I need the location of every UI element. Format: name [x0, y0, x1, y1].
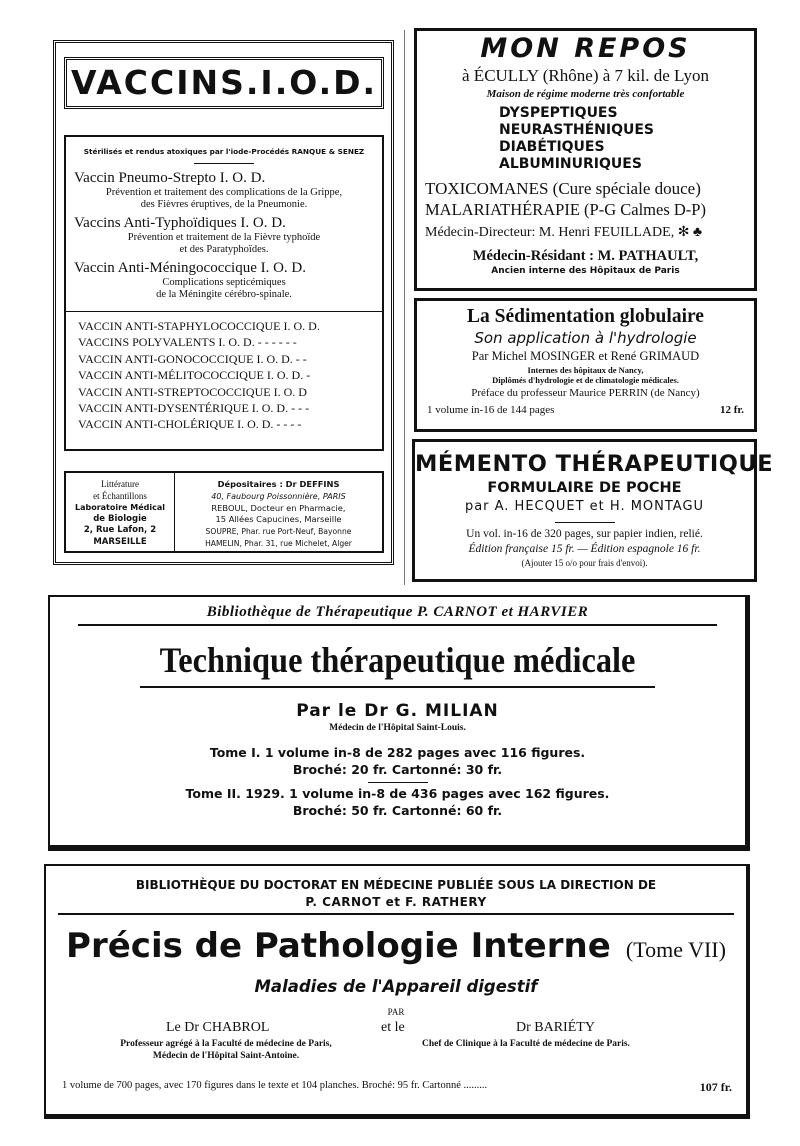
- vaccins-item-name: Vaccin Pneumo-Strepto I. O. D.: [74, 170, 266, 186]
- mon-repos-conditions: DYSPEPTIQUES NEURASTHÉNIQUES DIABÉTIQUES ALBUMINURIQUES: [499, 105, 655, 172]
- vaccins-list-item: VACCINS POLYVALENTS I. O. D. - - - - - -: [78, 335, 297, 350]
- sedimentation-ad: La Sédimentation globulaire Son application à l'hydrologie Par Michel MOSINGER et René GRIMAUD Internes des hôpitaux de Nancy, Diplômés d'hydrologie et de climatologie médicales. Préface du professeur Maurice PERRIN (de Nancy) 1 volume in-16 de 144 pages 12 fr.: [414, 298, 757, 432]
- column-divider: [404, 30, 405, 585]
- precis-tome: (Tome VII): [625, 937, 726, 962]
- vaccins-list: [66, 318, 382, 433]
- technique-title: Technique thérapeutique médicale: [159, 640, 636, 680]
- precis-price: 107 fr.: [699, 1080, 732, 1094]
- vaccins-item-name: Vaccin Anti-Méningococcique I. O. D.: [74, 260, 307, 276]
- precis-etle: et le: [381, 1020, 405, 1035]
- vaccins-list-item: VACCIN ANTI-GONOCOCCIQUE I. O. D. - -: [78, 351, 307, 366]
- sedimentation-authors: Par Michel MOSINGER et René GRIMAUD: [471, 349, 700, 363]
- vaccins-list-item: VACCIN ANTI-STAPHYLOCOCCIQUE I. O. D.: [78, 319, 320, 333]
- vaccins-title: VACCINS.I.O.D.: [70, 63, 378, 102]
- vaccins-litterature: Littérature et Échantillons Laboratoire Médical de Biologie 2, Rue Lafon, 2 MARSEILLE: [66, 473, 175, 551]
- mon-repos-ad: [414, 28, 757, 291]
- memento-ad: [412, 439, 774, 582]
- mon-repos-location: à ÉCULLY (Rhône) à 7 kil. de Lyon: [462, 66, 709, 85]
- technique-affiliation: Médecin de l'Hôpital Saint-Louis.: [329, 723, 466, 733]
- memento-volume: Un vol. in-16 de 320 pages, sur papier indien, relié.: [466, 528, 703, 540]
- sedimentation-subtitle: Son application à l'hydrologie: [474, 329, 697, 347]
- mon-repos-directeur: Médecin-Directeur: M. Henri FEUILLADE, ✻ ♣: [425, 225, 703, 240]
- vaccins-depositaires: Dépositaires : Dr DEFFINS 40, Faubourg Poissonnière, PARIS REBOUL, Docteur en Pharmacie, 15 Allées Capucines, Marseille SOUPRE, Phar. rue Port-Neuf, Bayonne HAMELIN, Phar. 31, rue Michelet, Alger: [205, 479, 352, 548]
- mon-repos-toxicomanes: TOXICOMANES (Cure spéciale douce): [425, 179, 701, 198]
- vaccins-list-item: VACCIN ANTI-STREPTOCOCCIQUE I. O. D: [78, 384, 307, 399]
- precis-volume: 1 volume de 700 pages, avec 170 figures dans le texte et 104 planches. Broché: 95 fr. Cartonné .........: [62, 1080, 488, 1091]
- precis-author2: Dr BARIÉTY: [516, 1020, 595, 1035]
- vaccins-main-box: [64, 135, 384, 451]
- vaccins-list-item: VACCIN ANTI-DYSENTÉRIQUE I. O. D. - - -: [78, 401, 310, 416]
- sedimentation-price: 12 fr.: [719, 404, 744, 416]
- sedimentation-volume-row: [417, 404, 754, 416]
- vaccins-subtitle: Stérilisés et rendus atoxiques par l'iode-Procédés RANQUE & SENEZ: [83, 147, 365, 156]
- precis-ad: [44, 864, 750, 1119]
- precis-author1-desc: Professeur agrégé à la Faculté de médecine de Paris, Médecin de l'Hôpital Saint-Antoine.: [120, 1039, 332, 1061]
- vaccins-item-name: Vaccins Anti-Typhoïdiques I. O. D.: [74, 215, 286, 231]
- precis-title: Précis de Pathologie Interne: [66, 926, 611, 966]
- vaccins-footer-box: [64, 471, 384, 553]
- precis-volume-row: [46, 1080, 746, 1095]
- technique-tome1-price: Broché: 20 fr. Cartonné: 30 fr.: [292, 762, 503, 777]
- memento-title: MÉMENTO THÉRAPEUTIQUE: [415, 451, 774, 477]
- sedimentation-preface: Préface du professeur Maurice PERRIN (de Nancy): [471, 387, 700, 399]
- precis-author1: Le Dr CHABROL: [166, 1020, 270, 1035]
- technique-author: Par le Dr G. MILIAN: [296, 701, 499, 721]
- mon-repos-resident: Médecin-Résidant : M. PATHAULT,: [472, 248, 699, 264]
- vaccins-item: Vaccin Anti-Méningococcique I. O. D. Complications septicémiques de la Méningite cérébro-spinale.: [74, 260, 374, 301]
- vaccins-item: Vaccins Anti-Typhoïdiques I. O. D. Prévention et traitement de la Fièvre typhoïde et des Paratyphoïdes.: [74, 215, 374, 256]
- vaccins-ad: [53, 40, 394, 565]
- technique-tome1: Tome I. 1 volume in-8 de 282 pages avec 116 figures.: [209, 745, 586, 760]
- vaccins-list-item: VACCIN ANTI-CHOLÉRIQUE I. O. D. - - - -: [78, 417, 302, 432]
- memento-note: (Ajouter 15 o/o pour frais d'envoi).: [521, 558, 648, 568]
- precis-title-row: [46, 923, 746, 975]
- memento-authors: par A. HECQUET et H. MONTAGU: [464, 499, 705, 514]
- mon-repos-tagline: Maison de régime moderne très confortable: [486, 88, 685, 100]
- mon-repos-ancien: Ancien interne des Hôpitaux de Paris: [491, 266, 680, 276]
- precis-authors-row: [46, 1018, 746, 1038]
- precis-directors: P. CARNOT et F. RATHERY: [305, 895, 487, 909]
- technique-tome2: Tome II. 1929. 1 volume in-8 de 436 pages avec 162 figures.: [185, 786, 610, 801]
- technique-series: Bibliothèque de Thérapeutique P. CARNOT et HARVIER: [206, 604, 589, 620]
- memento-subtitle: FORMULAIRE DE POCHE: [487, 480, 682, 496]
- precis-series: BIBLIOTHÈQUE DU DOCTORAT EN MÉDECINE PUBLIÉE SOUS LA DIRECTION DE: [135, 878, 657, 892]
- vaccins-item: Vaccin Pneumo-Strepto I. O. D. Prévention et traitement des complications de la Grippe, des Fièvres éruptives, de la Pneumonie.: [74, 170, 374, 211]
- vaccins-title-box: [64, 57, 384, 109]
- technique-tome2-price: Broché: 50 fr. Cartonné: 60 fr.: [292, 803, 503, 818]
- precis-subtitle: Maladies de l'Appareil digestif: [254, 977, 538, 996]
- technique-ad: [48, 595, 750, 851]
- sedimentation-title: La Sédimentation globulaire: [467, 306, 704, 327]
- vaccins-list-item: VACCIN ANTI-MÉLITOCOCCIQUE I. O. D. -: [78, 368, 311, 383]
- mon-repos-title: MON REPOS: [480, 33, 691, 64]
- memento-editions: Édition française 15 fr. — Édition espagnole 16 fr.: [468, 543, 701, 555]
- vaccins-item-list: [66, 170, 382, 301]
- precis-author2-desc: Chef de Clinique à la Faculté de médecine de Paris.: [422, 1039, 630, 1049]
- sedimentation-volume: 1 volume in-16 de 144 pages: [427, 404, 555, 416]
- mon-repos-malaria: MALARIATHÉRAPIE (P-G Calmes D-P): [425, 200, 706, 219]
- precis-par: PAR: [387, 1007, 405, 1017]
